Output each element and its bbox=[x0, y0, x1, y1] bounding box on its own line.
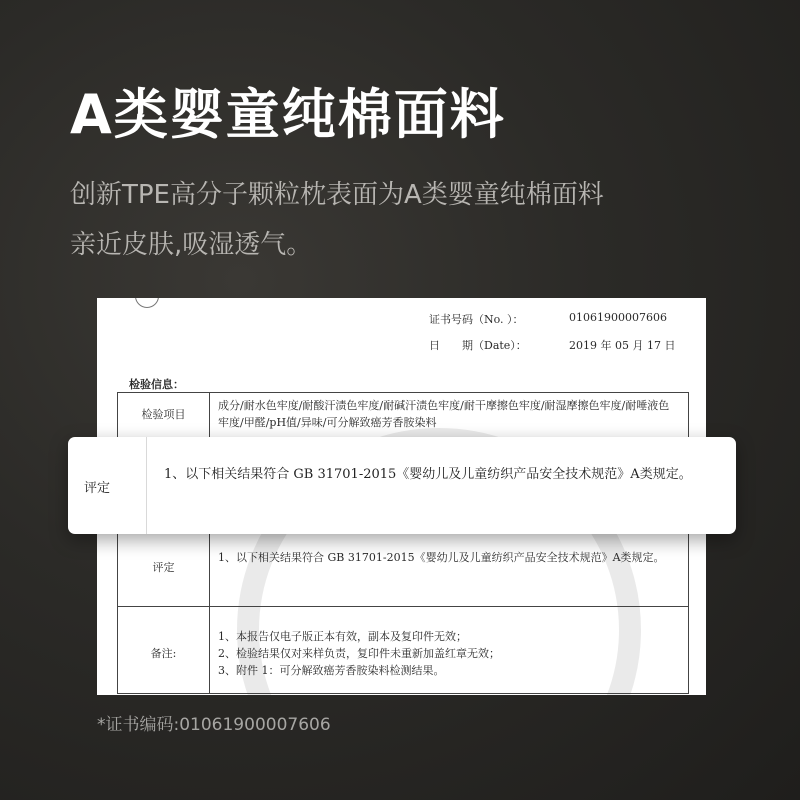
inspection-table bbox=[117, 392, 689, 438]
result-table bbox=[117, 532, 689, 694]
table-divider bbox=[209, 533, 210, 693]
cert-no-label: 证书号码（No. ）： bbox=[429, 313, 524, 326]
table-row-divider bbox=[118, 606, 688, 607]
subline-2: 亲近皮肤,吸湿透气。 bbox=[70, 230, 313, 260]
certificate-logo-mark bbox=[135, 298, 159, 308]
section-title: 检验信息： bbox=[129, 378, 184, 391]
date-label: 日 期（Date）： bbox=[429, 339, 527, 352]
subline-1: 创新TPE高分子颗粒枕表面为A类婴童纯棉面料 bbox=[70, 180, 604, 210]
inspection-items-label: 检验项目 bbox=[141, 408, 186, 421]
table-divider bbox=[209, 393, 210, 437]
remarks-list bbox=[218, 628, 680, 679]
inspection-items-value: 成分/耐水色牢度/耐酸汗渍色牢度/耐碱汗渍色牢度/耐干摩擦色牢度/耐湿摩擦色牢度/耐唾液色牢度/甲醛/pH值/异味/可分解致癌芳香胺染料 bbox=[218, 399, 670, 429]
evaluation-value: 1、以下相关结果符合 GB 31701-2015《婴幼儿及儿童纺织产品安全技术规范》A类规定。 bbox=[218, 551, 665, 564]
highlight-text: 1、以下相关结果符合 GB 31701-2015《婴幼儿及儿童纺织产品安全技术规范》A类规定。 bbox=[164, 467, 692, 482]
remarks-label: 备注: bbox=[150, 647, 177, 660]
cert-no-value: 01061900007606 bbox=[569, 311, 667, 324]
remark-item: 1、本报告仅电子版正本有效，副本及复印件无效； bbox=[218, 630, 467, 643]
date-value: 2019 年 05 月 17 日 bbox=[569, 339, 676, 352]
highlight-label: 评定 bbox=[84, 481, 111, 496]
card-divider bbox=[146, 437, 147, 534]
evaluation-label: 评定 bbox=[152, 561, 175, 574]
remark-item: 2、检验结果仅对来样负责，复印件未重新加盖红章无效； bbox=[218, 647, 500, 660]
remark-item: 3、附件 1：可分解致癌芳香胺染料检测结果。 bbox=[218, 664, 445, 677]
page-headline: A类婴童纯棉面料 bbox=[70, 83, 506, 146]
evaluation-highlight-card bbox=[68, 437, 736, 534]
footer-cert-code: *证书编码:01061900007606 bbox=[97, 715, 331, 735]
